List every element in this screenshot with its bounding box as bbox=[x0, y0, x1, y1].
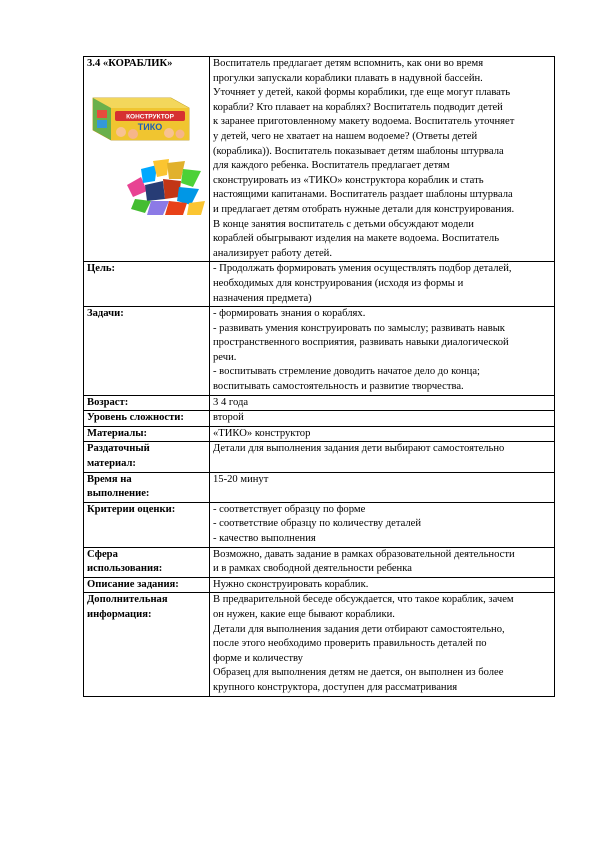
row-content-line: Детали для выполнения задания дети отбирают самостоятельно, bbox=[213, 623, 505, 635]
intro-line: анализирует работу детей. bbox=[213, 247, 332, 259]
row-content bbox=[210, 472, 555, 502]
row-content bbox=[210, 502, 555, 547]
activity-title: 3.4 «КОРАБЛИК» bbox=[87, 58, 173, 69]
row-label bbox=[84, 426, 210, 442]
activity-card-table bbox=[83, 56, 555, 697]
intro-line: В конце занятия воспитатель с детьми обсуждают модели bbox=[213, 218, 474, 230]
row-label bbox=[84, 395, 210, 411]
intro-line: настоящими капитанами. Воспитатель раздает шаблоны штурвала bbox=[213, 189, 513, 201]
row-description bbox=[84, 577, 555, 593]
row-label bbox=[84, 547, 210, 577]
row-content bbox=[210, 262, 555, 307]
illustrations bbox=[87, 72, 206, 222]
title-row bbox=[84, 57, 555, 262]
row-difficulty bbox=[84, 411, 555, 427]
row-content-line: Образец для выполнения детям не дается, он выполнен из более bbox=[213, 667, 504, 679]
intro-line: для каждого ребенка. Воспитатель предлагает детям bbox=[213, 160, 450, 172]
row-content-line: после этого необходимо проверить правильность деталей по bbox=[213, 638, 487, 650]
row-materials bbox=[84, 426, 555, 442]
intro-line: Уточняет у детей, какой формы кораблики, где еще могут плавать bbox=[213, 87, 511, 99]
row-content-line: «ТИКО» конструктор bbox=[213, 427, 311, 439]
intro-line: (кораблика)). Воспитатель показывает детям шаблоны штурвала bbox=[213, 145, 504, 157]
row-content bbox=[210, 411, 555, 427]
row-content-line: - формировать знания о кораблях. bbox=[213, 308, 366, 320]
row-content bbox=[210, 395, 555, 411]
intro-line: у детей, чего не хватает на нашем водоеме? (Ответы детей bbox=[213, 130, 478, 142]
intro-line: Воспитатель предлагает детям вспомнить, как они во время bbox=[213, 58, 484, 69]
row-content-line: Возможно, давать задание в рамках образовательной деятельности bbox=[213, 548, 515, 560]
row-label-line: Критерии оценки: bbox=[87, 503, 176, 515]
row-content-line: он нужен, какие еще бывают кораблики. bbox=[213, 608, 395, 620]
row-label bbox=[84, 307, 210, 396]
row-label-line: информация: bbox=[87, 608, 152, 620]
intro-line: и предлагает детям отобрать нужные детали для конструирования. bbox=[213, 203, 515, 215]
row-age bbox=[84, 395, 555, 411]
row-label bbox=[84, 472, 210, 502]
row-content-line: В предварительной беседе обсуждается, что такое кораблик, зачем bbox=[213, 594, 514, 606]
row-label bbox=[84, 411, 210, 427]
intro-cell bbox=[210, 57, 555, 262]
row-label-line: Дополнительная bbox=[87, 594, 168, 606]
row-content-line: пространственного восприятия, развивать навыки диалогической bbox=[213, 337, 509, 349]
row-content bbox=[210, 426, 555, 442]
row-handout bbox=[84, 442, 555, 472]
intro-line: сконструировать из «ТИКО» конструктора кораблик и стать bbox=[213, 174, 484, 186]
row-duration bbox=[84, 472, 555, 502]
row-label bbox=[84, 502, 210, 547]
row-label-line: Уровень сложности: bbox=[87, 412, 184, 424]
row-label-line: Описание задания: bbox=[87, 578, 179, 590]
row-label-line: материал: bbox=[87, 458, 136, 470]
row-content-line: крупного конструктора, доступен для рассматривания bbox=[213, 681, 458, 693]
row-content-line: форме и количеству bbox=[213, 652, 303, 664]
intro-line: кораблей обыгрывают изделия на макете водоема. Воспитатель bbox=[213, 233, 500, 245]
box-logo-line1: КОНСТРУКТОР bbox=[126, 113, 174, 121]
constructor-pieces-image bbox=[127, 157, 207, 217]
row-tasks bbox=[84, 307, 555, 396]
row-content-line: и в рамках свободной деятельности ребенка bbox=[213, 563, 412, 575]
row-content-line: необходимых для конструирования (исходя из формы и bbox=[213, 277, 464, 289]
row-content bbox=[210, 442, 555, 472]
intro-line: корабли? Кто плавает на кораблях? Воспитатель подводит детей bbox=[213, 101, 503, 113]
row-content-line: - развивать умения конструировать по замыслу; развивать навык bbox=[213, 322, 505, 334]
row-content-line: 15-20 минут bbox=[213, 473, 269, 485]
row-content-line: - Продолжать формировать умения осуществлять подбор деталей, bbox=[213, 263, 512, 275]
row-label-line: Задачи: bbox=[87, 308, 124, 320]
row-label bbox=[84, 593, 210, 696]
row-label-line: Раздаточный bbox=[87, 443, 150, 455]
row-label-line: использования: bbox=[87, 563, 163, 575]
row-label bbox=[84, 577, 210, 593]
row-label bbox=[84, 442, 210, 472]
row-content-line: речи. bbox=[213, 351, 237, 363]
row-content bbox=[210, 547, 555, 577]
row-label bbox=[84, 262, 210, 307]
row-content-line: назначения предмета) bbox=[213, 292, 312, 304]
intro-line: к заранее приготовленному макету водоема. Воспитатель уточняет bbox=[213, 116, 515, 128]
row-extra-info bbox=[84, 593, 555, 696]
row-content-line: Детали для выполнения задания дети выбирают самостоятельно bbox=[213, 443, 505, 455]
row-content-line: - соответствие образцу по количеству деталей bbox=[213, 518, 422, 530]
row-goal bbox=[84, 262, 555, 307]
row-label-line: Цель: bbox=[87, 263, 116, 275]
row-content-line: Нужно сконструировать кораблик. bbox=[213, 578, 369, 590]
row-label-line: Возраст: bbox=[87, 396, 129, 408]
row-content bbox=[210, 577, 555, 593]
title-cell bbox=[84, 57, 210, 262]
row-usage bbox=[84, 547, 555, 577]
row-content bbox=[210, 307, 555, 396]
row-label-line: Время на bbox=[87, 473, 132, 485]
tiko-box-image bbox=[89, 94, 191, 142]
row-content-line: - соответствует образцу по форме bbox=[213, 503, 366, 515]
row-content-line: воспитывать самостоятельность и развитие творчества. bbox=[213, 381, 464, 393]
box-logo-line2: ТИКО bbox=[137, 121, 163, 132]
row-label-line: Сфера bbox=[87, 548, 118, 560]
row-criteria bbox=[84, 502, 555, 547]
row-content bbox=[210, 593, 555, 696]
row-content-line: второй bbox=[213, 412, 244, 424]
row-content-line: - качество выполнения bbox=[213, 533, 316, 544]
row-label-line: выполнение: bbox=[87, 488, 150, 500]
row-content-line: - воспитывать стремление доводить начатое дело до конца; bbox=[213, 366, 480, 378]
intro-line: прогулки запускали кораблики плавать в надувной бассейн. bbox=[213, 72, 483, 84]
row-content-line: 3 4 года bbox=[213, 396, 249, 408]
row-label-line: Материалы: bbox=[87, 427, 148, 439]
